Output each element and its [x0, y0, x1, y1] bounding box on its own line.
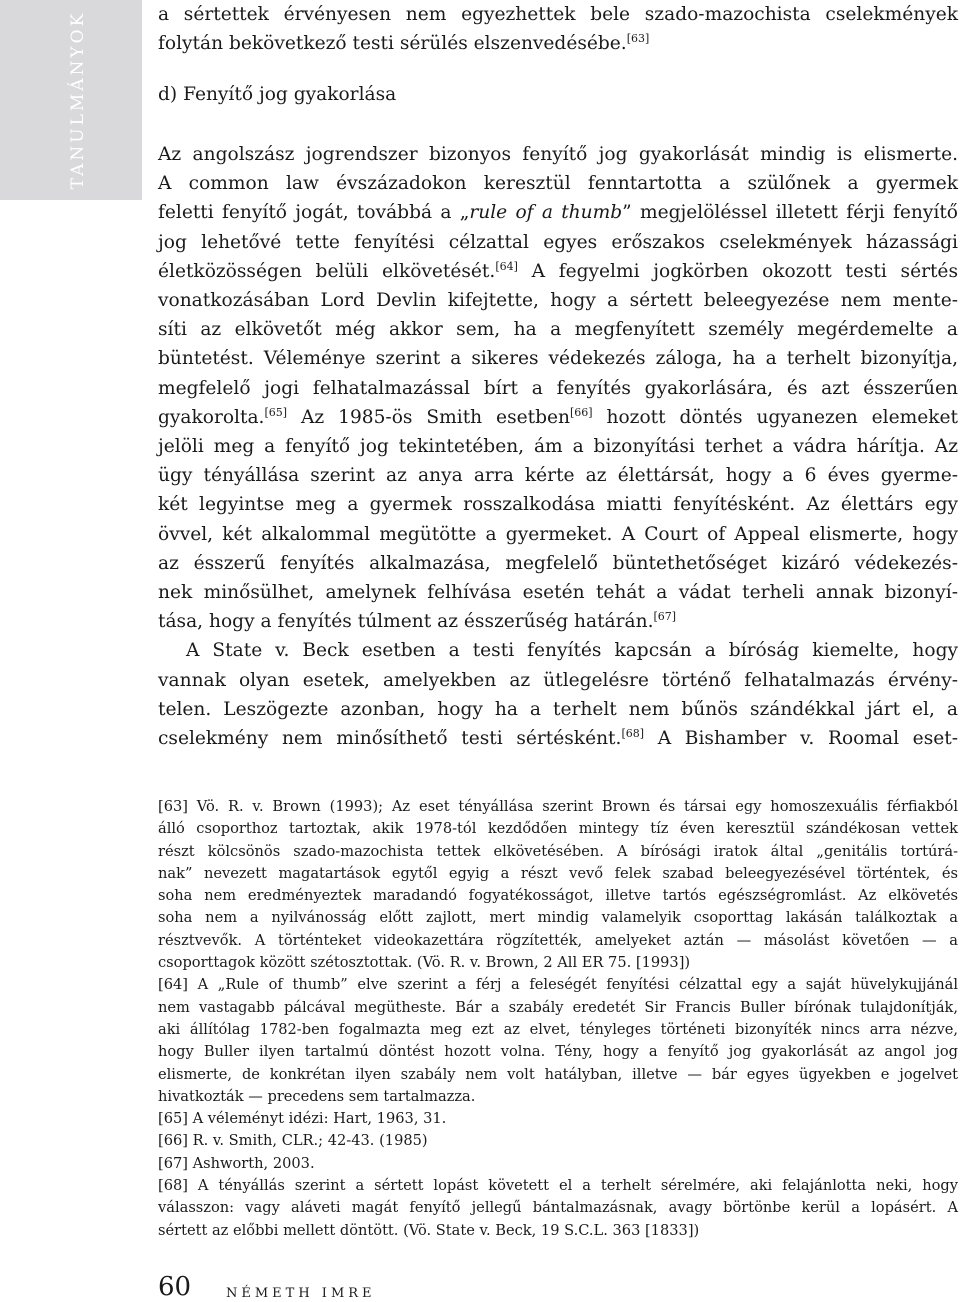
text-line — [158, 29, 958, 58]
footnote-line: soha nem a nyilvánosság előtt zajlott, mert mindig valamelyik csoporttag lakásán találkoztak a — [158, 909, 958, 927]
author-name: NÉMETH IMRE — [226, 1286, 376, 1301]
text-segment: feletti fenyítő jogát, továbbá a „ — [158, 202, 470, 224]
text-segment: A Bishamber v. Roomal eset- — [644, 728, 958, 750]
text-line — [158, 724, 958, 753]
section-sidebar — [0, 0, 142, 200]
text-line: két legyintse meg a gyermek rosszalkodása miatti fenyítésként. Az élettárs egy — [158, 494, 958, 516]
text-segment: gyakorolta. — [158, 406, 265, 428]
footnote-ref[interactable]: [63] — [626, 32, 650, 46]
footnote-ref[interactable]: [66] — [569, 405, 593, 419]
text-line: az ésszerű fenyítés alkalmazása, megfelelő büntethetőséget kizáró védekezés- — [158, 552, 958, 574]
footnote-line: aki állítólag 1782-ben fogalmazta meg ezt az elvet, tényleges történeti bizonyíték nincs arra nézve, — [158, 1020, 958, 1038]
section-heading — [158, 84, 396, 105]
text-segment: folytán bekövetkező testi sérülés elszenvedésébe. — [158, 33, 627, 55]
footnote-line: álló csoporthoz tartoztak, akik 1978-tól kezdődően mintegy tíz éven keresztül szándékosan vettek — [158, 820, 958, 838]
page-footer — [158, 1272, 376, 1302]
text-line: megfelelő jogi felhatalmazással bírt a fenyítés gyakorlására, és azt ésszerűen — [158, 377, 958, 399]
text-line: büntetést. Véleménye szerint a sikeres védekezés záloga, ha a terhelt bizonyítja, — [158, 348, 958, 370]
footnote-65: [65] A véleményt idézi: Hart, 1963, 31. — [158, 1110, 447, 1128]
footnote-68: [68] A tényállás szerint a sértett lopást követett el a terhelt sérelmére, aki felajánlotta neki, hogy — [158, 1177, 958, 1195]
text-line: jog lehetővé tette fenyítési célzattal egyes erőszakos cselekmények házassági — [158, 231, 958, 253]
text-segment: tása, hogy a fenyítés túlment az ésszerűség határán. — [158, 611, 654, 633]
text-line: vannak olyan esetek, amelyekben az ütlegelésre történő felhatalmazás érvény- — [158, 669, 958, 691]
text-segment: hozott döntés ugyanezen elemeket — [592, 406, 958, 428]
text-line: telen. Leszögezte azonban, hogy ha a terhelt nem bűnös szándékkal járt el, a — [158, 698, 958, 720]
footnote-line: nak” nevezett magatartások egytől egyig a részt vevő felek szabad beleegyezésével történtek, és — [158, 864, 958, 882]
text-line: A common law évszázadokon keresztül fenntartotta a szülőnek a gyermek — [158, 173, 958, 195]
footnote-line: részt kölcsönös szado-mazochista tettek elkövetésében. A bírósági iratok által „genitális tortúrá- — [158, 842, 958, 860]
footnote-66: [66] R. v. Smith, CLR.; 42-43. (1985) — [158, 1132, 428, 1150]
text-line: vonatkozásában Lord Devlin kifejtette, hogy a sértett beleegyezése nem mente- — [158, 290, 958, 312]
text-line: A State v. Beck esetben a testi fenyítés kapcsán a bíróság kiemelte, hogy — [186, 640, 958, 662]
footnote-ref[interactable]: [64] — [495, 259, 518, 273]
text-segment: A fegyelmi jogkörben okozott testi sértés — [517, 260, 958, 282]
paragraph-2 — [158, 140, 958, 753]
footnote-63: [63] Vö. R. v. Brown (1993); Az eset tényállása szerint Brown és társai egy homoszexuális férfiakból — [158, 798, 958, 815]
footnote-line: hogy Buller ilyen tartalmú döntést hozott volna. Tény, hogy a fenyítő jog gyakorlását az angol jog — [158, 1043, 958, 1061]
footnote-ref[interactable]: [65] — [264, 405, 288, 419]
footnote-line: hivatkozták — precedens sem tartalmazza. — [158, 1087, 476, 1105]
text-line — [158, 607, 958, 636]
text-line: a sértettek érvényesen nem egyezhettek bele szado-mazochista cselekmények — [158, 4, 958, 25]
footnote-67: [67] Ashworth, 2003. — [158, 1154, 315, 1172]
footnote-line: elismerte, de konkrétan ilyen szabály nem volt hatályban, illetve — bár egyes ügyekben e jogelvet — [158, 1065, 958, 1083]
text-segment: életközösségen belüli elkövetését. — [158, 260, 496, 282]
footnotes — [158, 796, 958, 1242]
footnote-line: soha nem eredményeztek maradandó fogyatékosságot, illetve tartós egészségromlást. Az elkövetés — [158, 887, 958, 905]
text-line: övvel, két alkalommal megütötte a gyermeket. A Court of Appeal elismerte, hogy — [158, 523, 958, 545]
footnote-ref[interactable]: [67] — [653, 610, 677, 624]
paragraph-1 — [158, 0, 958, 58]
footnote-line: sértett az előbbi mellett döntött. (Vö. State v. Beck, 19 S.C.L. 363 [1833]) — [158, 1221, 700, 1239]
text-segment: cselekmény nem minősíthető testi sértésként. — [158, 728, 622, 750]
heading-text: d) Fenyítő jog gyakorlása — [158, 84, 397, 105]
footnote-line: válasszon: vagy aláveti magát fenyítő jellegű bántalmazásnak, avagy börtönbe kerül a lopásért. A — [158, 1199, 958, 1217]
footnote-line: csoporttagok között szétosztottak. (Vö. R. v. Brown, 2 All ER 75. [1993]) — [158, 954, 691, 972]
footnote-ref[interactable]: [68] — [621, 726, 645, 740]
text-line: síti az elkövetőt még akkor sem, ha a megfenyített személy megérdemelte a — [158, 319, 958, 341]
text-segment: ” megjelöléssel illetett férji fenyítő — [622, 202, 959, 224]
footnote-line: nem vastagabb pálcával megütheste. Bár a szabály eredetét Sir Francis Buller bírónak tulajdonítják, — [158, 998, 958, 1016]
text-line: nek minősülhet, amelynek felhívása esetén tehát a vádat terheli annak bizonyí- — [158, 582, 958, 604]
text-segment: Az 1985-ös Smith esetben — [287, 406, 570, 428]
text-line: Az angolszász jogrendszer bizonyos fenyítő jog gyakorlását mindig is elismerte. — [158, 144, 958, 165]
page-number: 60 — [158, 1272, 192, 1302]
text-line: ügy tényállása szerint az anya arra kérte az élettársát, hogy a 6 éves gyerme- — [158, 465, 958, 487]
section-label: TANULMÁNYOK — [68, 10, 88, 190]
italic-term: rule of a thumb — [469, 202, 623, 224]
footnote-64: [64] A „Rule of thumb” elve szerint a férj a feleségét fenyítési célzattal egy a saját hüvelykujjánál — [158, 976, 958, 994]
text-line — [158, 257, 958, 286]
text-line — [158, 403, 958, 432]
text-line — [158, 198, 958, 227]
footnote-line: résztvevők. A történteket videokazettára rögzítették, amelyeket aztán — másolást követően — a — [158, 931, 958, 949]
text-line: jelöli meg a fenyítő jog tekintetében, ám a bizonyítási terhet a vádra hárítja. Az — [158, 436, 958, 458]
